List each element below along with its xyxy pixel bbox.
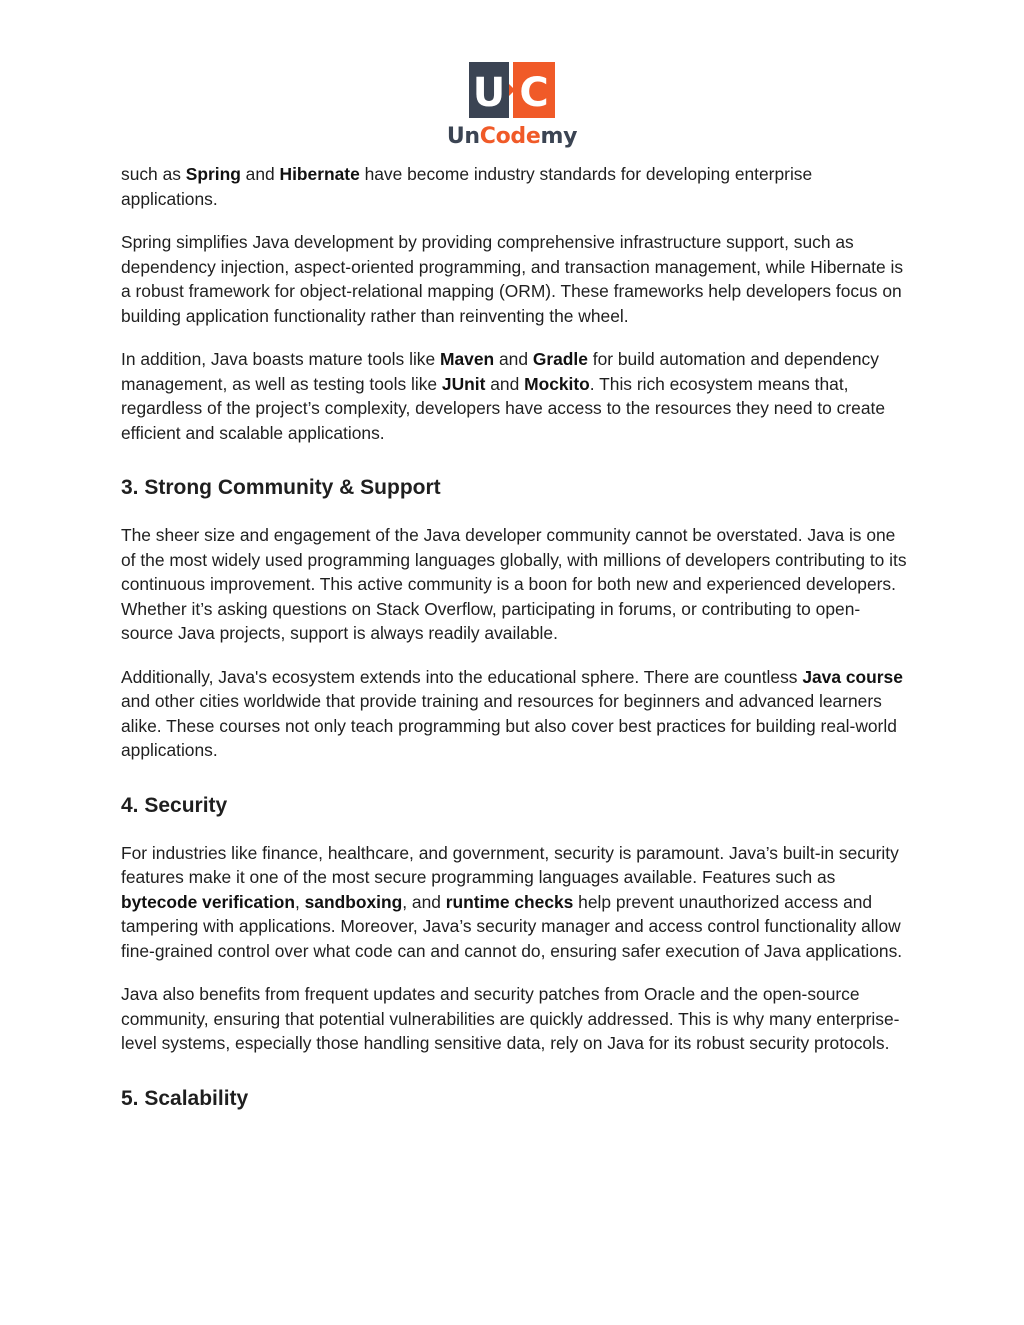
heading-scalability: 5. Scalability	[121, 1086, 249, 1110]
logo-wordmark	[442, 123, 582, 151]
paragraph-spring-hibernate: Spring simplifies Java development by providing comprehensive infrastructure support, such as dependency injection, aspect-oriented programming, and transaction management, while Hibernate is a robust framework for object-relational mapping (ORM). These frameworks help developers focus on building application functionality rather than reinventing the wheel.	[121, 232, 904, 326]
logo-word-part3: my	[540, 124, 578, 149]
heading-community: 3. Strong Community & Support	[121, 476, 441, 499]
logo-letter-c: C	[519, 70, 549, 116]
document-body	[121, 162, 911, 1134]
heading-security: 4. Security	[121, 793, 228, 817]
uc-logo-mark	[469, 62, 555, 118]
paragraph-education: Additionally, Java's ecosystem extends into the educational sphere. There are countless Java course and other cities worldwide that provide training and resources for beginners and advanced learners alike. These courses not only teach programming but also cover best practices for building real-world applications.	[121, 666, 903, 760]
paragraph-community: The sheer size and engagement of the Java developer community cannot be overstated. Java is one of the most widely used programming languages globally, with millions of developers contributing to its continuous improvement. This active community is a boon for both new and experienced developers. Whether it’s asking questions on Stack Overflow, participating in forums, or contributing to open-source Java projects, support is always readily available.	[121, 525, 907, 643]
uncodemy-logo	[442, 62, 582, 154]
logo-word-part2: Code	[479, 124, 541, 149]
paragraph-security-updates: Java also benefits from frequent updates and security patches from Oracle and the open-source community, ensuring that potential vulnerabilities are quickly addressed. This is why many enterprise-level systems, especially those handling sensitive data, rely on Java for its robust security protocols.	[121, 984, 900, 1053]
paragraph-tools: In addition, Java boasts mature tools like Maven and Gradle for build automation and dependency management, as well as testing tools like JUnit and Mockito. This rich ecosystem means that, regardless of the project’s complexity, developers have access to the resources they need to create efficient and scalable applications.	[121, 349, 885, 443]
logo-letter-u: U	[472, 70, 506, 116]
paragraph-security-features: For industries like finance, healthcare, and government, security is paramount. Java’s built-in security features make it one of the most secure programming languages available. Features such as bytecode verification, sandboxing, and runtime checks help prevent unauthorized access and tampering with applications. Moreover, Java’s security manager and access control functionality allow fine-grained control over what code can and cannot do, ensuring safer execution of Java applications.	[121, 842, 903, 961]
paragraph-frameworks-intro: such as Spring and Hibernate have become industry standards for developing enterprise applications.	[121, 164, 813, 209]
logo-word-part1: Un	[446, 124, 480, 149]
